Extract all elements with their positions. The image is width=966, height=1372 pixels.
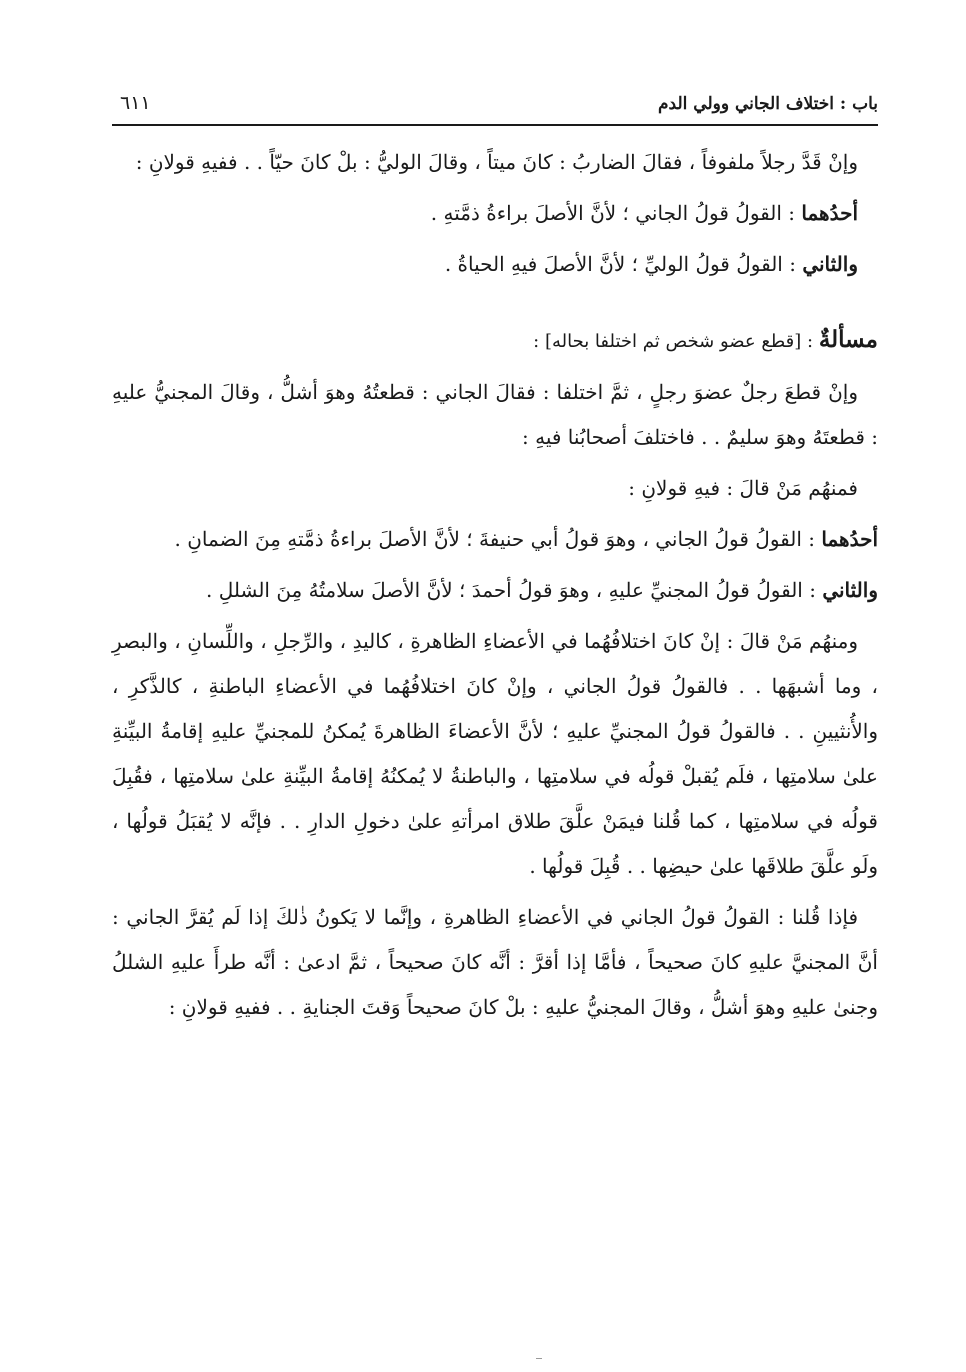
page-header <box>112 88 878 126</box>
text-first-2: : القولُ قولُ الجاني ، وهوَ قولُ أبي حنيفةَ ؛ لأنَّ الأصلَ براءةُ ذمَّتهِ مِنَ الضمانِ . <box>174 527 822 551</box>
print-mark <box>536 1358 542 1359</box>
page-number: ٦١١ <box>120 92 151 114</box>
paragraph-9: ومنهُم مَنْ قالَ : إنْ كانَ اختلافُهُما في الأعضاءِ الظاهرةِ ، كاليدِ ، والرِّجلِ ، واللِّسانِ ، والبصرِ ، وما أشبهَها . . فالقولُ قولُ الجاني ، وإنْ كانَ اختلافُهُما في الأعضاءِ الباطنةِ ، كالذَّكرِ ، والأُنثيينِ . . فالقولُ قولُ المجنيِّ عليهِ ؛ لأنَّ الأعضاءَ الظاهرةَ يُمكنُ للمجنيِّ عليهِ إقامةُ البيِّنةِ علىٰ سلامتِها ، فلَم يُقبلْ قولُه في سلامتِها ، والباطنةُ لا يُمكنُهُ إقامةُ البيِّنةِ علىٰ سلامتِها ، فقُبِلَ قولُه في سلامتِها ، كما قُلنا فيمَنْ علَّقَ طلاق امرأتهِ علىٰ دخولِ الدارِ . . فإنَّه لا يُقبَلُ قولُها ، ولَو علَّقَ طلاقَها علىٰ حيضِها . . قُبِلَ قولُها . <box>112 629 878 878</box>
text-second-2: : القولُ قولُ المجنيِّ عليهِ ، وهوَ قولُ أحمدَ ؛ لأنَّ الأصلَ سلامتُهُ مِنَ الشللِ . <box>206 578 823 602</box>
page-body <box>112 140 878 1030</box>
masala-label: مسألةٌ <box>818 326 878 353</box>
paragraph-10: فإذا قُلنا : القولُ قولُ الجاني في الأعضاءِ الظاهرةِ ، وإنَّما لا يَكونُ ذٰلكَ إذا لَم يُقرَّ الجاني : أنَّ المجنيَّ عليهِ كانَ صحيحاً ، فأمَّا إذا أقرَّ : أنَّه كانَ صحيحاً ، ثمَّ ادعىٰ : أنَّه طرأَ عليهِ الشللُ وجنىٰ عليهِ وهوَ أشلُّ ، وقالَ المجنيُّ عليهِ : بلْ كانَ صحيحاً وَقتَ الجنايةِ . . ففيهِ قولانِ : <box>112 905 878 1019</box>
label-second-2: والثاني <box>822 578 878 602</box>
text-first: : القولُ قولُ الجاني ؛ لأنَّ الأصلَ براءةُ ذمَّتهِ . <box>430 201 802 225</box>
paragraph-5: وإنْ قطعَ رجلٌ عضوَ رجلٍ ، ثمَّ اختلفا : فقالَ الجاني : قطعتُهُ وهوَ أشلُّ ، وقالَ المجنيُّ عليهِ : قطعتَهُ وهوَ سليمٌ . . فاختلفَ أصحابُنا فيهِ : <box>112 380 878 449</box>
paragraph-second-opinion <box>112 242 878 287</box>
label-first: أحدُهما <box>801 201 858 225</box>
paragraph-1: وإنْ قَدَّ رجلاً ملفوفاً ، فقالَ الضاربُ : كانَ ميتاً ، وقالَ الوليُّ : بلْ كانَ حيّاً . . ففيهِ قولانِ : <box>135 150 858 174</box>
label-first-2: أحدُهما <box>821 527 878 551</box>
label-second: والثاني <box>802 252 858 276</box>
paragraph-6: فمنهُم مَنْ قالَ : فيهِ قولانِ : <box>628 476 858 500</box>
text-second: : القولُ قولُ الوليِّ ؛ لأنَّ الأصلَ فيهِ الحياةُ . <box>444 252 803 276</box>
paragraph-second-opinion-2 <box>112 568 878 613</box>
paragraph-first-opinion <box>112 191 878 236</box>
paragraph-first-opinion-2 <box>112 517 878 562</box>
masala-title: : [قطع عضو شخص ثم اختلفا بحاله] : <box>533 331 819 352</box>
masala-heading <box>112 317 878 364</box>
running-title: باب : اختلاف الجاني وولي الدم <box>658 94 878 114</box>
